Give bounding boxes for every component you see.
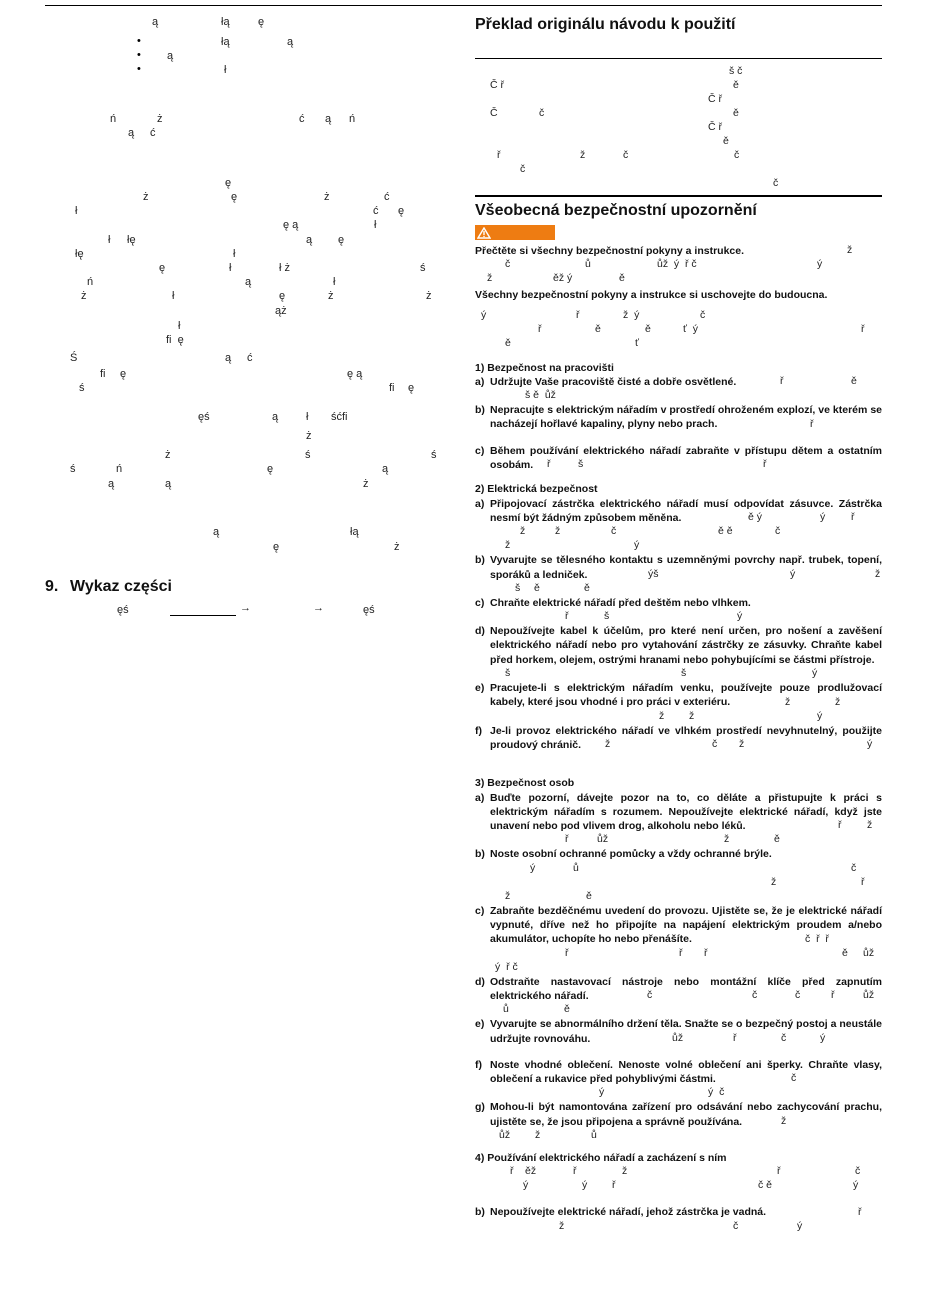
rule-diacritics <box>475 667 882 681</box>
diacritic-fragment: ł ż <box>279 262 290 274</box>
diacritic-fragment: ý <box>817 709 823 722</box>
diacritic-fragment: ż <box>165 449 171 461</box>
diacritic-fragment: ż <box>324 191 330 203</box>
diacritic-fragment: ć <box>247 352 253 364</box>
diacritic-fragment: č <box>773 177 779 189</box>
rule-diacritics <box>475 1129 882 1143</box>
diacritic-fragment: ř <box>704 946 708 959</box>
diacritic-fragment: ę <box>273 541 280 553</box>
diacritic-fragment: ř <box>733 1031 737 1044</box>
section-9-number: 9. <box>45 578 59 595</box>
diacritic-fragment: ń <box>116 463 123 475</box>
diacritic-fragment: š <box>578 458 584 471</box>
diacritic-fragment: ý <box>599 1086 605 1099</box>
diacritic-fragment: ł <box>333 276 336 288</box>
diacritic-fragment: ůž ý ř č <box>657 258 697 271</box>
diacritic-fragment: ř <box>861 322 865 335</box>
diacritic-fragment: ę <box>279 290 286 302</box>
diacritic-fragment: ž <box>724 833 730 846</box>
diacritic-fragment: č ř ř <box>805 932 829 945</box>
diacritic-fragment: ů <box>585 258 591 271</box>
diacritic-fragment: ý <box>582 1179 588 1192</box>
diacritic-fragment: Č ř <box>708 121 722 133</box>
diacritic-fragment: ůž <box>672 1031 684 1044</box>
diacritic-fragment: Č ř <box>490 79 504 91</box>
rule-2c: c) Chraňte elektrické nářadí před deštěm nebo vlhkem. <box>475 596 751 609</box>
diacritic-fragment: ěž <box>525 1165 537 1178</box>
diacritic-fragment: łą <box>221 16 230 28</box>
diacritic-fragment: č <box>851 861 857 874</box>
diacritic-fragment: ě <box>505 336 511 349</box>
rule-diacritics <box>475 862 882 876</box>
diacritic-fragment: č <box>647 989 653 1002</box>
diacritic-fragment: ž <box>875 567 881 580</box>
diacritic-fragment: ř <box>810 417 814 430</box>
header-diacritic-line <box>475 107 882 121</box>
translation-header-diacritics <box>475 65 882 191</box>
diacritic-fragment: ę ą <box>347 368 363 380</box>
diacritic-fragment: ť <box>635 336 639 349</box>
diacritic-fragment: ż <box>157 113 163 125</box>
diacritic-fragment: ž <box>867 819 873 832</box>
diacritic-fragment: ý <box>867 738 873 751</box>
diacritic-fragment: ž <box>487 272 493 285</box>
diacritic-fragment: ě <box>595 322 601 335</box>
section-2-title: 2) Elektrická bezpečnost <box>475 483 598 496</box>
header-diacritic-line <box>475 121 882 135</box>
diacritic-fragment: ř <box>497 149 501 161</box>
diacritic-fragment: łą <box>221 36 230 48</box>
diacritic-fragment: ý <box>820 1031 826 1044</box>
section-9-heading <box>45 578 172 596</box>
diacritic-fragment: ě <box>619 272 625 285</box>
diacritic-fragment: ř <box>510 1165 514 1178</box>
rule-1a: a) Udržujte Vaše pracoviště čisté a dobře osvětlené. <box>475 375 737 388</box>
diacritic-fragment: ř <box>547 458 551 471</box>
diacritic-fragment: ą <box>167 50 174 62</box>
diacritic-fragment: ć <box>384 191 390 203</box>
diacritic-fragment: č <box>791 1072 797 1085</box>
diacritic-fragment: ć <box>299 113 305 125</box>
diacritic-fragment: ś <box>79 382 85 394</box>
section-3-title: 3) Bezpečnost osob <box>475 777 575 790</box>
diacritic-fragment: č <box>623 149 629 161</box>
bullet-dot: • <box>137 63 141 75</box>
diacritic-fragment: łę <box>75 248 84 260</box>
diacritic-fragment: ę <box>408 382 415 394</box>
diacritic-fragment: ř <box>565 833 569 846</box>
diacritic-fragment: ů <box>573 861 579 874</box>
right-column <box>475 16 882 1234</box>
diacritic-fragment: łę <box>127 234 136 246</box>
diacritic-fragment: ś <box>431 449 437 461</box>
diacritic-fragment: ý <box>853 1179 859 1192</box>
diacritic-fragment: ž <box>505 889 511 902</box>
diacritic-fragment: ž <box>559 1219 565 1232</box>
intro-diacritics <box>475 258 882 272</box>
diacritic-fragment: ł <box>233 248 236 260</box>
diacritic-fragment: ž <box>771 875 777 888</box>
diacritic-fragment: č <box>775 525 781 538</box>
diacritic-fragment: ě <box>733 79 739 91</box>
diacritic-fragment: ě <box>584 581 590 594</box>
diacritic-fragment: ř <box>612 1179 616 1192</box>
intro-bold: Přečtěte si všechny bezpečnostní pokyny a instrukce. <box>475 245 745 257</box>
diacritic-fragment: ř <box>780 375 784 388</box>
diacritic-fragment: ć <box>373 205 379 217</box>
diacritic-fragment: ž <box>520 525 526 538</box>
diacritic-fragment: ř <box>763 458 767 471</box>
rule-diacritics <box>475 610 882 624</box>
diacritic-fragment: ż <box>394 541 400 553</box>
diacritic-fragment: ą <box>213 526 220 538</box>
rule-diacritics <box>475 1086 882 1100</box>
diacritic-fragment: ř <box>777 1165 781 1178</box>
warning-triangle-icon <box>477 227 491 239</box>
diacritic-fragment: → <box>313 602 324 614</box>
diacritic-fragment: š <box>681 667 687 680</box>
rule-3e: e) Vyvarujte se abnormálního držení těla. Snažte se o bezpečný postoj a neustále udržujte rovnováhu. <box>475 1018 882 1045</box>
rule-3b: b) Noste osobní ochranné pomůcky a vždy ochranné brýle. <box>475 848 772 861</box>
diacritic-fragment: ř <box>565 610 569 623</box>
header-diacritic-line <box>475 65 882 79</box>
rule-2d: d) Nepoužívejte kabel k účelům, pro které není určen, pro nošení a zavěšení elektrického nářadí nebo pro vytahování zástrčky ze zásuvky. Chraňte kabel před horkem, olejem, ostrými hranami nebo pohybujícími se částmi přístroje. <box>475 625 882 666</box>
rule-4b: b) Nepoužívejte elektrické nářadí, jehož zástrčka je vadná. <box>475 1206 767 1219</box>
header-diacritic-line <box>475 177 882 191</box>
diacritic-fragment: ě <box>842 946 848 959</box>
diacritic-fragment: Ś <box>70 352 78 364</box>
diacritic-fragment: š ě ůž <box>525 389 556 402</box>
diacritic-fragment: č <box>520 163 526 175</box>
diacritic-fragment: ę <box>338 234 345 246</box>
rule-diacritics <box>475 961 882 975</box>
section-4-title: 4) Používání elektrického nářadí a zacházení s ním <box>475 1151 727 1164</box>
diacritic-fragment: śćfi <box>331 411 348 423</box>
rule-diacritics <box>475 389 882 403</box>
diacritic-fragment: ł <box>306 411 309 423</box>
rule-2b: b) Vyvarujte se tělesného kontaktu s uzemněnými povrchy např. trubek, topení, sporáků a ledniček. <box>475 554 882 581</box>
keep-diacritics <box>475 309 882 323</box>
rule-1c: c) Během používání elektrického nářadí zabraňte v přístupu dětem a ostatním osobám. <box>475 444 882 472</box>
diacritic-fragment: č <box>733 1219 739 1232</box>
diacritic-fragment: ż <box>306 430 312 442</box>
header-diacritic-line <box>475 93 882 107</box>
diacritic-fragment: š <box>515 581 521 594</box>
general-safety-title: Všeobecná bezpečnostní upozornění <box>475 202 757 219</box>
warning-badge <box>475 225 555 240</box>
rule-diacritics <box>475 876 882 890</box>
diacritic-fragment: ą <box>152 16 159 28</box>
diacritic-fragment: ą <box>287 36 294 48</box>
rule-diacritics <box>475 890 882 904</box>
diacritic-fragment: ę <box>258 16 265 28</box>
diacritic-fragment: ą <box>165 478 172 490</box>
diacritic-fragment: š č <box>729 65 743 77</box>
diacritic-fragment: ě ý <box>748 511 763 524</box>
diacritic-fragment: ęś <box>198 411 210 423</box>
diacritic-fragment: č <box>700 308 706 321</box>
diacritic-fragment: Č <box>490 107 498 119</box>
diacritic-fragment: ł <box>108 234 111 246</box>
diacritic-fragment: ě <box>774 833 780 846</box>
diacritic-fragment: ę <box>231 191 238 203</box>
rule-1b: b) Nepracujte s elektrickým nářadím v prostředí ohroženém explozí, ve kterém se nacházejí hořlavé kapaliny, plyny nebo prach. <box>475 404 882 431</box>
diacritic-fragment: ę <box>267 463 274 475</box>
diacritic-fragment: ž <box>689 709 695 722</box>
diacritic-fragment: ž <box>580 149 586 161</box>
rule-diacritics <box>475 539 882 553</box>
diacritic-fragment: ąż <box>275 305 287 317</box>
section-rule <box>475 195 882 197</box>
diacritic-fragment: ř <box>851 511 855 524</box>
diacritic-fragment: ż <box>81 290 87 302</box>
diacritic-fragment: ę <box>159 262 166 274</box>
rule-diacritics <box>475 1220 882 1234</box>
diacritic-fragment: č <box>611 525 617 538</box>
rule-3a: a) Buďte pozorní, dávejte pozor na to, co děláte a přistupujte k práci s elektrickým nářadím s rozumem. Nepoužívejte elektrické nářadí, když jste unavení nebo pod vlivem drog, alkoholu nebo léků. <box>475 791 882 833</box>
rule-2a: a) Připojovací zástrčka elektrického nářadí musí odpovídat zásuvce. Zástrčka nesmí být žádným způsobem měněna. <box>475 497 882 524</box>
diacritic-fragment: ůž <box>597 833 609 846</box>
diacritic-fragment: ę <box>398 205 405 217</box>
diacritic-fragment: ą <box>382 463 389 475</box>
header-diacritic-line <box>475 163 882 177</box>
diacritic-fragment: č ě <box>758 1179 773 1192</box>
rule-diacritics <box>475 833 882 847</box>
diacritic-fragment: ż <box>143 191 149 203</box>
diacritic-fragment: ě <box>586 889 592 902</box>
diacritic-fragment: ř <box>573 1165 577 1178</box>
diacritic-fragment: ř <box>538 322 542 335</box>
diacritic-fragment: ůž <box>863 989 875 1002</box>
diacritic-fragment: š <box>505 667 511 680</box>
keep-diacritics <box>475 337 882 351</box>
diacritic-fragment: ę ą <box>283 219 299 231</box>
rule-diacritics <box>475 1179 882 1193</box>
diacritic-fragment: ęś <box>117 604 129 616</box>
diacritic-fragment: ý <box>481 308 487 321</box>
diacritic-fragment: ť ý <box>683 322 699 335</box>
diacritic-fragment: ž <box>555 525 561 538</box>
intro-diacritics <box>475 272 882 286</box>
diacritic-fragment: ě <box>645 322 651 335</box>
header-diacritic-line <box>475 79 882 93</box>
diacritic-fragment: ż <box>363 478 369 490</box>
diacritic-fragment: č <box>795 989 801 1002</box>
rule-3g: g) Mohou-li být namontována zařízení pro odsávání nebo zachycování prachu, ujistěte se, že jsou připojena a správně používána. <box>475 1101 882 1128</box>
diacritic-fragment: ě ě <box>718 525 733 538</box>
bullet-dot: • <box>137 49 141 61</box>
rule-3f: f) Noste vhodné oblečení. Nenoste volné oblečení ani šperky. Chraňte vlasy, oblečení a rukavice před pohyblivými částmi. <box>475 1058 882 1086</box>
diacritic-fragment: ś <box>420 262 426 274</box>
diacritic-fragment: łą <box>350 526 359 538</box>
diacritic-fragment: ę <box>225 177 232 189</box>
diacritic-fragment: ž ý <box>623 308 640 321</box>
diacritic-fragment: ý <box>634 539 640 552</box>
diacritic-fragment: ż <box>426 290 432 302</box>
diacritic-fragment: fi <box>100 368 106 380</box>
diacritic-fragment: ń <box>87 276 94 288</box>
rule-3d: d) Odstraňte nastavovací nástroje nebo montážní klíče před zapnutím elektrického nářadí. <box>475 975 882 1002</box>
rule-diacritics <box>475 582 882 596</box>
section-1-title: 1) Bezpečnost na pracovišti <box>475 361 614 374</box>
diacritic-fragment: č <box>781 1031 787 1044</box>
diacritic-fragment: č <box>539 107 545 119</box>
diacritic-fragment: ý <box>817 258 823 271</box>
diacritic-fragment: → <box>240 602 251 614</box>
diacritic-fragment: Č ř <box>708 93 722 105</box>
diacritic-fragment: ěž ý <box>553 272 573 285</box>
diacritic-fragment: ž <box>659 709 665 722</box>
bullet-dot: • <box>137 35 141 47</box>
diacritic-fragment: ý č <box>708 1086 725 1099</box>
diacritic-fragment: ą <box>245 276 252 288</box>
rule-diacritics <box>475 1003 882 1017</box>
diacritic-fragment: ř <box>858 1205 862 1218</box>
diacritic-fragment: ř <box>838 819 842 832</box>
diacritic-fragment: ýš <box>648 567 659 580</box>
top-rule <box>45 5 882 6</box>
header-diacritic-line <box>475 135 882 149</box>
diacritic-fragment: ł <box>172 290 175 302</box>
diacritic-fragment: fi ę <box>166 334 184 346</box>
diacritic-fragment: ý <box>790 567 796 580</box>
diacritic-fragment: ž <box>835 695 841 708</box>
diacritic-fragment: ž <box>622 1165 628 1178</box>
diacritic-fragment: ě <box>723 135 729 147</box>
diacritic-fragment: ž <box>605 738 611 751</box>
diacritic-fragment: ě <box>534 581 540 594</box>
diacritic-fragment: ń <box>349 113 356 125</box>
diacritic-fragment: ř <box>861 875 865 888</box>
diacritic-fragment: č <box>712 738 718 751</box>
page-title: Překlad originálu návodu k použití <box>475 16 736 33</box>
rule-2f: f) Je-li provoz elektrického nářadí ve vlhkém prostředí nevyhnutelný, použijte proudový chránič. <box>475 724 882 751</box>
keep-instructions-bold: Všechny bezpečnostní pokyny a instrukce si uschovejte do budoucna. <box>475 289 828 302</box>
diacritic-fragment: č <box>505 258 511 271</box>
diacritic-fragment: ś <box>70 463 76 475</box>
diacritic-fragment: ę <box>120 368 127 380</box>
diacritic-fragment: ý <box>797 1219 803 1232</box>
diacritic-fragment: ý <box>820 511 826 524</box>
diacritic-fragment: ž <box>785 695 791 708</box>
diacritic-fragment: ž <box>505 539 511 552</box>
diacritic-fragment: ř <box>565 946 569 959</box>
diacritic-fragment: ą <box>325 113 332 125</box>
diacritic-fragment: ý <box>737 610 743 623</box>
diacritic-fragment: ř <box>679 946 683 959</box>
diacritic-fragment: ł <box>374 219 377 231</box>
diacritic-fragment: ą <box>272 411 279 423</box>
diacritic-fragment: ř <box>831 989 835 1002</box>
diacritic-fragment: ł <box>178 320 181 332</box>
header-diacritic-line <box>475 149 882 163</box>
diacritic-fragment: ł <box>75 205 78 217</box>
diacritic-fragment: ą <box>306 234 313 246</box>
diacritic-fragment: ž <box>739 738 745 751</box>
diacritic-fragment: ś <box>305 449 311 461</box>
diacritic-fragment: ý <box>812 667 818 680</box>
diacritic-fragment: ě <box>564 1003 570 1016</box>
diacritic-fragment: ý <box>530 861 536 874</box>
diacritic-fragment: ě <box>733 107 739 119</box>
diacritic-fragment: č <box>734 149 740 161</box>
diacritic-fragment: ć <box>150 127 156 139</box>
diacritic-fragment: ż <box>328 290 334 302</box>
diacritic-fragment: ů <box>591 1128 597 1141</box>
rule-2e: e) Pracujete-li s elektrickým nářadím venku, používejte pouze prodlužovací kabely, které jsou vhodné i pro práci v exteriéru. <box>475 682 882 709</box>
diacritic-fragment: ý ř č <box>495 960 518 973</box>
diacritic-fragment: ž <box>847 244 853 257</box>
diacritic-fragment: ą <box>108 478 115 490</box>
diacritic-fragment: ř <box>576 308 580 321</box>
rule-diacritics <box>475 947 882 961</box>
diacritic-fragment: č <box>855 1165 861 1178</box>
rule-diacritics <box>475 525 882 539</box>
arrow-link-underline <box>170 615 236 616</box>
diacritic-fragment: ů <box>503 1003 509 1016</box>
diacritic-fragment: ą <box>225 352 232 364</box>
diacritic-fragment: ł <box>224 64 227 76</box>
diacritic-fragment: ž <box>781 1114 787 1127</box>
rule-diacritics <box>475 1165 882 1179</box>
diacritic-fragment: ń <box>110 113 117 125</box>
rule-3c: c) Zabraňte bezděčnému uvedení do provozu. Ujistěte se, že je elektrické nářadí vypnuté, dříve než ho připojíte na napájení elektrickým proudem a/nebo akumulátor, uchopíte ho nebo přenášíte. <box>475 904 882 946</box>
diacritic-fragment: ě <box>851 375 857 388</box>
diacritic-fragment: fi <box>389 382 395 394</box>
diacritic-fragment: ł <box>229 262 232 274</box>
diacritic-fragment: ůž <box>863 946 875 959</box>
diacritic-fragment: š <box>604 610 610 623</box>
diacritic-fragment: ęś <box>363 604 375 616</box>
keep-diacritics <box>475 323 882 337</box>
section-9-title: Wykaz części <box>70 578 172 595</box>
diacritic-fragment: ž <box>535 1128 541 1141</box>
diacritic-fragment: č <box>752 989 758 1002</box>
diacritic-fragment: ý <box>523 1179 529 1192</box>
diacritic-fragment: ą <box>128 127 135 139</box>
rule-diacritics <box>475 710 882 724</box>
diacritic-fragment: ůž <box>499 1128 511 1141</box>
